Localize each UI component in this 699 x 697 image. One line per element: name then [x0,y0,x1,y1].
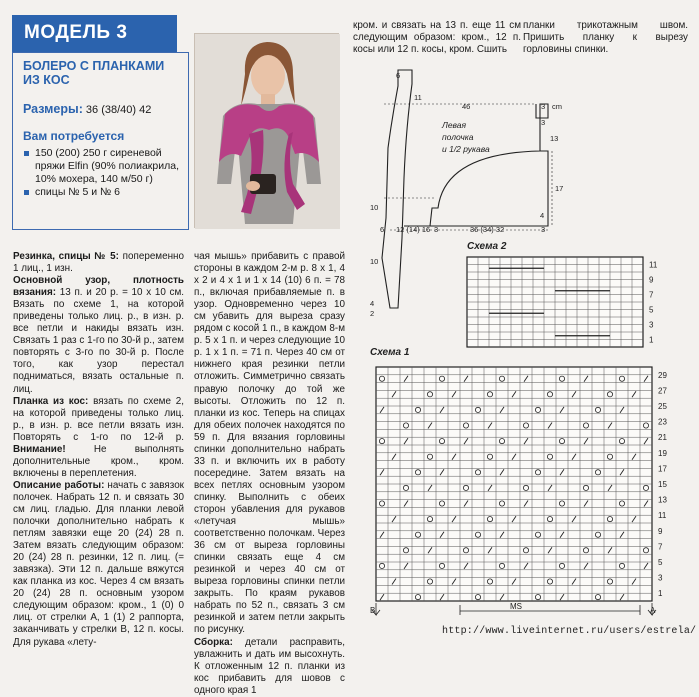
arrow-a-label: A [650,606,656,615]
title-line-1: БОЛЕРО С ПЛАНКАМИ [23,59,165,73]
chart2-title: Схема 2 [467,241,507,252]
chart1-row-number: 11 [658,511,667,521]
chart1-row-number: 5 [658,558,663,567]
source-url: http://www.liveinternet.ru/users/estrela/ [442,626,697,637]
para-heading: Резинка, спицы № 5: [13,251,119,262]
chart1-row-number: 7 [658,542,663,552]
dim-label: 17 [555,184,564,193]
dim-label: 10 [370,257,379,266]
para-body: кром. и связать на 13 п. еще 11 см следующим образом: кром., 12 п. косы или 12 п. косы, кром. Сшить [353,20,521,56]
para-heading: Основной узор, плотность вязания: [13,275,184,299]
chart1-grid [372,367,656,615]
schematic-caption-1: Левая [442,120,467,130]
para-body: планки трикотажным швом. Пришить планку к вырезу горловины спинки. [523,20,688,56]
dim-label: 46 [462,102,471,111]
sizes-label: Размеры: [23,102,83,116]
paragraph [194,637,345,697]
chart1-row-number: 17 [658,464,667,474]
chart-1 [350,345,695,635]
dim-label: 12 (14) 16 [396,225,431,234]
paragraph [13,480,184,649]
paragraph [13,275,184,395]
material-item: спицы № 5 и № 6 [23,186,180,199]
schematic-caption-3: и 1/2 рукава [442,144,490,154]
front-outline [404,104,548,226]
dim-label: 13 [550,134,559,143]
material-item: 150 (200) 250 г сиреневой пряжи Elfin (90% полиакрила, 10% мохера, 140 м/50 г) [23,147,180,186]
paragraph [13,396,184,480]
chart1-row-number: 23 [658,417,667,427]
materials-list [23,147,180,199]
chart1-row-number: 13 [658,495,667,505]
materials-box [12,52,189,230]
chart-2 [440,240,690,350]
chart1-row-number: 25 [658,402,667,411]
chart1-row-number: 29 [658,370,667,380]
chart1-row-number: 15 [658,480,667,489]
paragraph [13,251,184,275]
dim-label: 3 [541,102,546,111]
para-heading: Планка из кос: [13,395,89,407]
dim-label: 3 [541,118,546,127]
chart2-row-number: 9 [649,275,654,285]
dim-label: 3 [541,225,546,234]
dim-label: 6 [380,225,385,234]
sizes-line [23,103,180,117]
para-body: чая мышь» прибавить с правой стороны в каждом 2-м р. 8 х 1, 4 х 2 и 4 х 1 и 1 х 14 (10) 6 п. = 78 п., включая прибавляемые п. в узор. Одновременно через 10 см убавить для выреза сразу рядом с косой 1 п., в каждом 8-м р. 5 х 1 п. и через следующие 10 р. 1 х 1 п. = 71 п. Через 40 см от нижнего края резинки петли отложить. Симметрично связать правую полочку до той же высоты. Отложить по 12 п. планки из кос. Теперь на спицах для обеих полочек находятся по 59 п. Для вязания горловины спинки дополнительно набрать 33 п. и включить их в работу посередине. Затем вязать на всех петлях основным узором спинку. Выполнить с обеих сторон убавления для рукавов «летучая мышь» соответственно полочкам. Через 36 см от выреза горловины спинки связать еще 4 см резинкой и через 40 см от выреза горловины спинки петли закрыть. По краям рукавов набрать по 52 п., связать 3 см резинкой и затем петли закрыть по рисунку. [194,251,345,636]
chart2-row-number: 3 [649,320,654,330]
chart2-row-number: 7 [649,290,654,300]
sleeve-edge [470,151,548,226]
chart2-grid [467,257,643,347]
chart1-row-number: 3 [658,573,663,583]
chart1-row-number: 19 [658,448,667,458]
text-column-1 [13,251,184,649]
model-photo [194,33,339,228]
ms-label: MS [510,602,522,611]
para-body: попеременно 1 лиц., 1 изн. [13,251,184,275]
model-header: МОДЕЛЬ 3 [12,15,177,52]
dim-label: 36 (34) 32 [470,225,505,234]
dim-label: 6 [396,71,401,80]
para-body: Не выполнять дополнительные кром., кром. включены в переплетения. [13,443,184,479]
schematic-caption-2: полочка [442,132,474,142]
paragraph [194,251,345,637]
para-body: 13 п. и 20 р. = 10 х 10 см. Вязать по схеме 1, на которой приведены только лиц. р., в изн. р. все петли и накиды вязать изн. Связать 1 раз с 1-го по 30-й р., затем повторять с 3-го по 30-й р. После того, как узор перестал подниматься, вязать остальные п. лиц. [13,287,184,395]
chart2-row-number: 11 [649,260,658,270]
para-heading: Описание работы: [13,479,105,491]
chart1-row-number: 27 [658,386,667,396]
arrow-b-label: B [370,606,376,615]
para-heading: Сборка: [194,636,233,648]
para-body: начать с завязок полочек. Набрать 12 п. и связать 30 см лиц. гладью. Для планки левой полочки дополнительно набрать к петлям завязки еще 20 (24) 28 п. Затем вязать следующим образом: 20 (24) 28 п. резинки, 12 п. лиц. (= завязка). Эти 12 п. дальше вяжутся как планка из кос. Через 4 см вязать 20 (24) 28 п. основным узором следующим образом: кром., 1 (0) 0 лиц. от стрелки А, 1 (1) 2 раппорта, заканчивать у стрелки В, 12 п. косы. Для рукава «лету- [13,479,185,648]
dim-label: 3 [434,225,439,234]
title-line-2: ИЗ КОС [23,73,70,87]
text-column-3b [523,20,688,56]
para-body: детали расправить, увлажнить и дать им высохнуть. К отложенным 12 п. планки из кос прибавить для шовов с одного края 1 [194,636,345,696]
dim-label: 2 [370,309,375,318]
dim-label: 11 [414,93,422,102]
sizes-value: 36 (38/40) 42 [85,104,152,116]
dim-label: 4 [540,211,545,220]
chart1-title: Схема 1 [370,347,410,358]
para-body: вязать по схеме 2, на которой приведены только лиц. р., в изн. р. все петли вязать изн. Повторять с 1-го по 12-й р. [13,395,184,443]
chart2-row-number: 5 [649,305,654,315]
model-photo-illustration [195,34,340,229]
chart1-row-number: 1 [658,589,663,599]
text-column-3a [353,20,521,56]
chart1-row-number: 21 [658,433,667,443]
dim-label: 4 [370,299,375,308]
chart2-row-labels [649,261,658,345]
tie-outline [382,70,412,308]
para-heading: Внимание! [13,443,66,455]
chart1-row-labels [658,371,667,598]
text-column-2 [194,251,345,697]
need-heading: Вам потребуется [23,129,125,143]
chart1-row-number: 9 [658,526,663,536]
dim-label: cm [552,102,562,111]
dim-label: 10 [370,203,379,212]
pattern-title [23,59,180,87]
chart2-row-number: 1 [649,335,654,345]
